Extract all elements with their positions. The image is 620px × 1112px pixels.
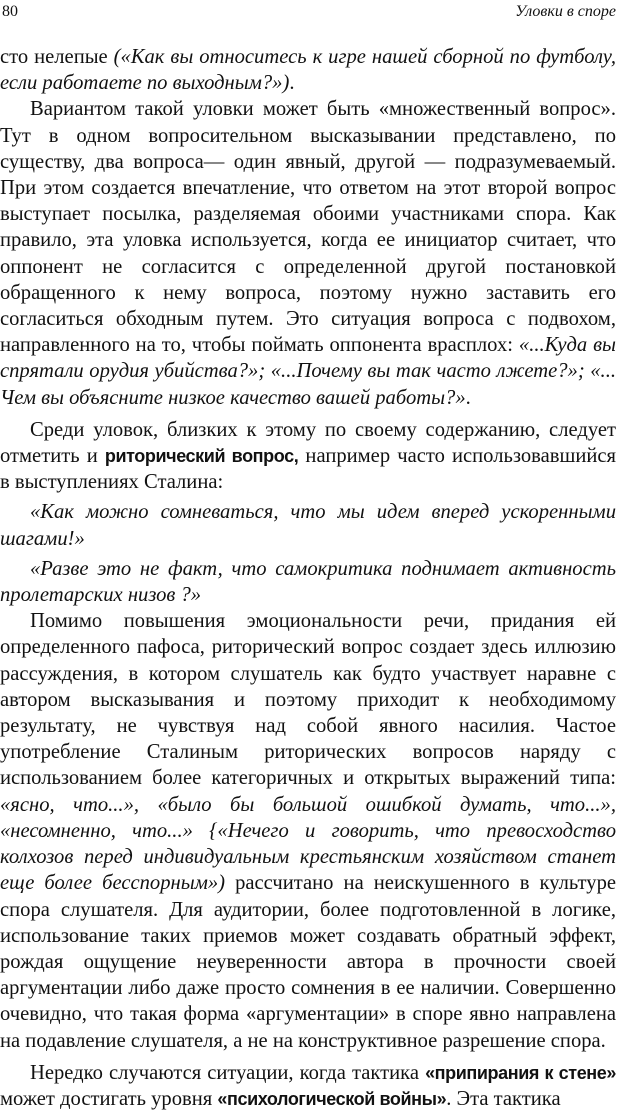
paragraph-4	[0, 608, 616, 1053]
paragraph-2	[0, 96, 616, 410]
bold-term: риторический вопрос,	[104, 446, 299, 467]
page-header	[0, 2, 620, 24]
running-title: Уловки в споре	[515, 3, 616, 20]
text-run: может достигать уровня	[0, 1087, 218, 1110]
page-number: 80	[2, 3, 18, 20]
text-run: например часто использовавшийся в выступлениях Сталина:	[0, 445, 617, 494]
text-run: .	[465, 386, 471, 409]
text-run: .	[289, 72, 295, 95]
text-run: Вариантом такой уловки может быть «множественный вопрос». Тут в одном вопросительном высказывании представлено, по существу, два вопроса— один явный, другой — подразумеваемый. При этом создается впечатление, что ответом на этот второй вопрос выступает посылка, разделяемая обоими участниками спора. Как правило, эта уловка используется, когда ее инициатор считает, что оппонент не согласится с определенной другой постановкой обращенного к нему вопроса, поэтому нужно заставить его согласиться обходным путем. Это ситуация вопроса с подвохом, направленного на то, чтобы поймать оппонента врасплох:	[0, 98, 616, 357]
quote-1: «Как можно сомневаться, что мы идем вперед ускоренными шагами!»	[0, 501, 616, 550]
paragraph-5	[0, 1060, 616, 1112]
text-run: сто нелепые	[0, 46, 114, 68]
bold-term: «припирания к стене»	[425, 1062, 616, 1083]
bold-term: «психологической войны»	[217, 1088, 447, 1109]
text-run: Нередко случаются ситуации, когда тактика	[30, 1061, 426, 1084]
text-run: Помимо повышения эмоциональности речи, придания ей определенного пафоса, риторический вопрос создает здесь иллюзию рассуждения, в котором слушатель как будто участвует наравне с автором высказывания и поэтому приходит к необходимому результату, не чувствуя над собой явного насилия. Частое употребление Сталиным риторических вопросов наряду с использованием более категоричных и открытых выражений типа:	[0, 610, 616, 790]
italic-example: «ясно, что...», «было бы большой ошибкой думать, что...», «несомненно, что...» {«Нечего и говорить, что превосходство колхозов перед индивидуальным крестьянским хозяйством станет еще более бесспорным»)	[0, 793, 616, 895]
italic-example: «...Куда вы спрятали орудия убийства?»; «...Почему вы так часто лжете?»; «... Чем вы объясните низкое качество вашей работы?»	[0, 334, 616, 409]
quote-2: «Разве это не факт, что самокритика поднимает активность пролетарских низов ?»	[0, 557, 616, 607]
text-run: рассчитано на неискушенного в культуре спора слушателя. Для аудитории, более подготовленной в логике, использование таких приемов может создавать обратный эффект, рождая ощущение неуверенности автора в прочности своей аргументации либо даже просто сомнения в ее наличии. Совершенно очевидно, что такая форма «аргументации» в споре явно направлена на подавление слушателя, а не на конструктивное разрешение спора.	[0, 872, 617, 1052]
text-run: Среди уловок, близких к этому по своему содержанию, следует отметить и	[0, 418, 616, 468]
italic-example: («Как вы относитесь к игре нашей сборной по футболу, если работаете по выходным?»)	[0, 46, 616, 95]
body-text	[0, 44, 616, 1112]
paragraph-1	[0, 44, 616, 96]
text-run: . Эта тактика	[446, 1087, 561, 1110]
paragraph-3	[0, 417, 616, 496]
